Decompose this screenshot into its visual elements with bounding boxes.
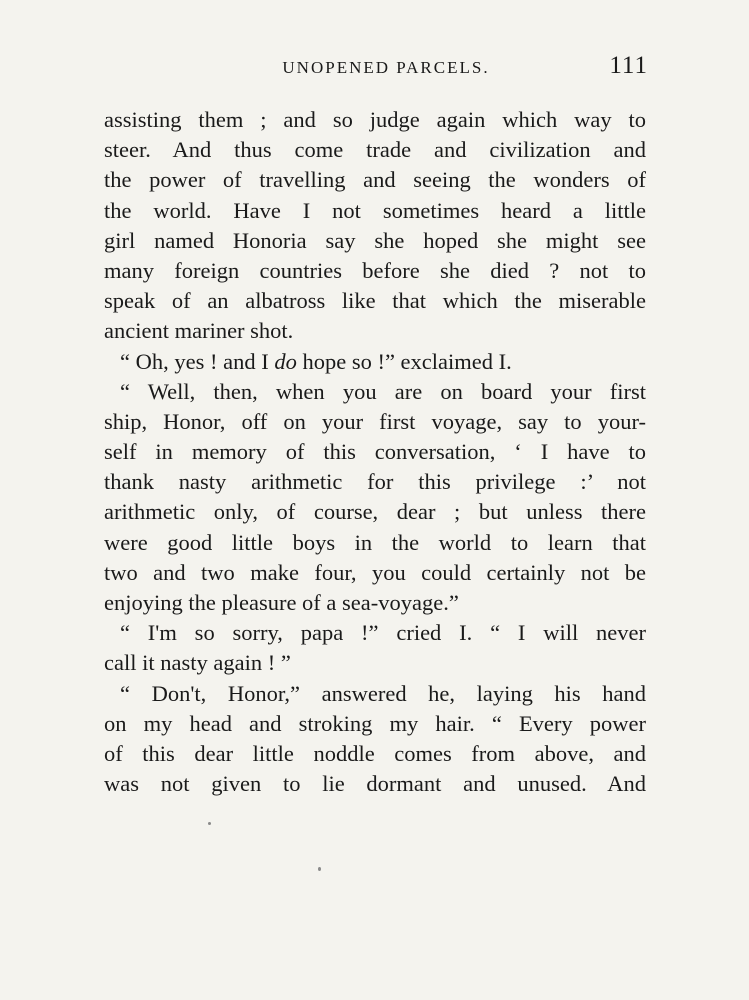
text-line-segment: enjoying the pleasure of a sea-voyage.”	[104, 590, 459, 615]
text-line	[104, 196, 646, 226]
text-line-segment: two and two make four, you could certainly not be	[104, 559, 646, 585]
text-line-segment: the power of travelling and seeing the wonders of	[104, 167, 646, 193]
text-line	[104, 769, 646, 799]
text-line-segment: speak of an albatross like that which the miserable	[104, 288, 646, 314]
text-line-segment: girl named Honoria say she hoped she might see	[104, 227, 646, 253]
text-line	[104, 437, 646, 467]
text-line	[104, 226, 646, 256]
text-line	[104, 709, 646, 739]
text-line	[104, 165, 646, 195]
text-line-segment: assisting them ; and so judge again which way to	[104, 107, 646, 132]
text-line-segment: ancient mariner shot.	[104, 318, 294, 344]
text-line-segment: hope so !” exclaimed I.	[296, 348, 512, 374]
text-line	[104, 558, 646, 588]
text-line	[104, 497, 646, 527]
text-line	[104, 105, 646, 135]
text-line	[104, 528, 646, 558]
running-head	[104, 52, 648, 84]
text-line-segment: steer. And thus come trade and civilization and	[104, 137, 646, 163]
text-line-segment: was not given to lie dormant and unused. And	[104, 771, 646, 797]
text-line-segment: “ Oh, yes ! and I	[120, 348, 275, 374]
text-line-segment: “ Well, then, when you are on board your first	[120, 378, 646, 404]
text-line	[104, 618, 646, 648]
text-line-segment: were good little boys in the world to learn that	[104, 529, 646, 555]
text-line-segment: thank nasty arithmetic for this privilege :’ not	[104, 469, 646, 495]
text-line	[104, 377, 646, 407]
text-line-segment: self in memory of this conversation, ‘ I have to	[104, 439, 646, 465]
text-line	[104, 407, 646, 437]
page-number: 111	[609, 52, 648, 79]
text-line	[104, 135, 646, 165]
text-line	[104, 648, 646, 678]
text-line-segment: arithmetic only, of course, dear ; but unless there	[104, 499, 646, 525]
text-line-segment: of this dear little noddle comes from above, and	[104, 740, 646, 766]
text-line-segment: many foreign countries before she died ? not to	[104, 257, 646, 283]
text-line	[104, 467, 646, 497]
text-line	[104, 286, 646, 316]
text-line-segment: ship, Honor, off on your first voyage, say to your-	[104, 408, 646, 434]
text-line	[104, 679, 646, 709]
text-line-segment: “ Don't, Honor,” answered he, laying his hand	[120, 680, 646, 706]
text-line-segment: on my head and stroking my hair. “ Every power	[104, 710, 646, 736]
text-line	[104, 588, 646, 618]
text-line	[104, 347, 646, 377]
running-title: UNOPENED PARCELS.	[282, 58, 490, 77]
text-line-segment: call it nasty again ! ”	[104, 650, 291, 676]
print-speck	[318, 867, 321, 871]
text-line	[104, 316, 646, 346]
text-line-segment: “ I'm so sorry, papa !” cried I. “ I will never	[120, 620, 646, 646]
emphasis-word: do	[274, 348, 297, 374]
text-line	[104, 256, 646, 286]
print-speck	[208, 822, 211, 825]
body-text	[104, 105, 646, 799]
text-line	[104, 739, 646, 769]
text-line-segment: the world. Have I not sometimes heard a little	[104, 197, 646, 223]
